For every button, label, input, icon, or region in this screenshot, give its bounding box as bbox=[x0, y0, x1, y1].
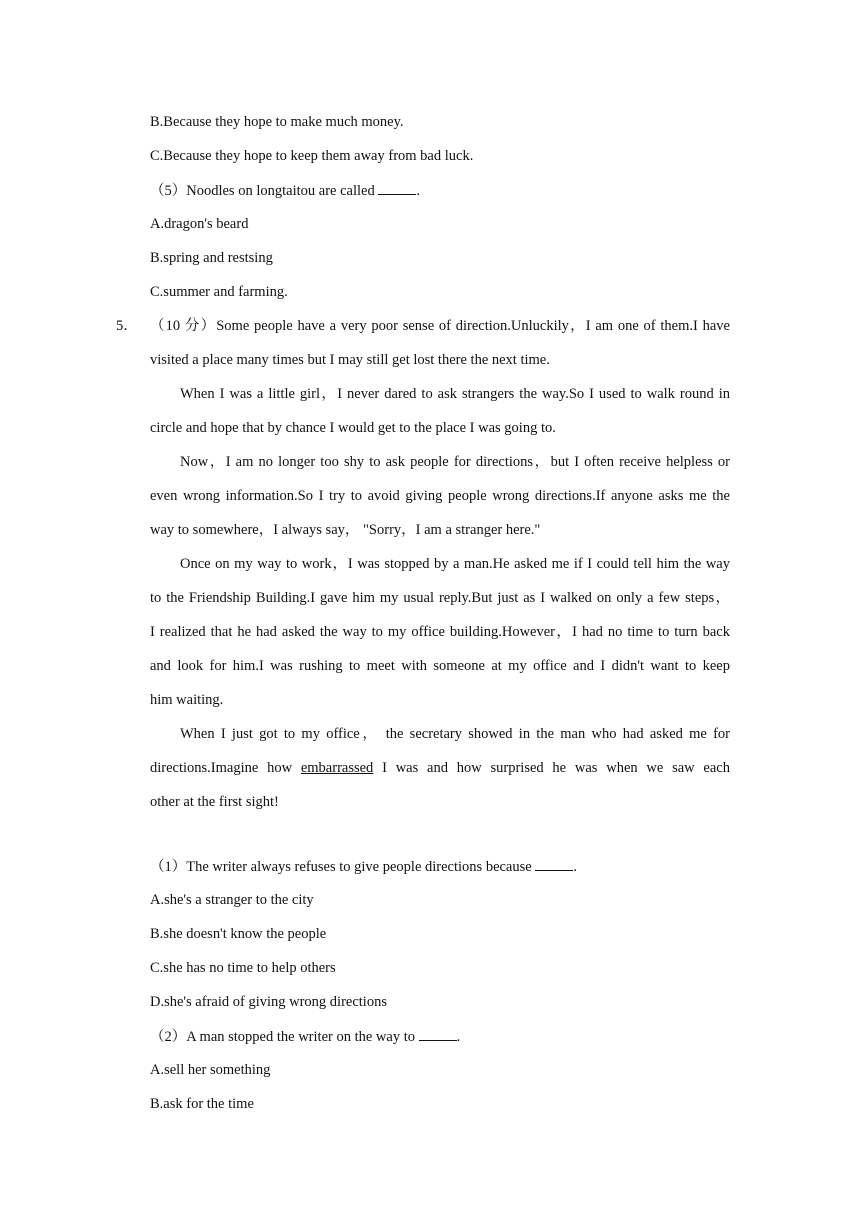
passage-line: （10 分）Some people have a very poor sense of direction.Unluckily，I am one of them.I have bbox=[150, 318, 730, 334]
option-line: C.Because they hope to keep them away from bad luck. bbox=[150, 148, 474, 164]
question-stem: （2）A man stopped the writer on the way to . bbox=[150, 1026, 460, 1047]
passage-line: visited a place many times but I may still get lost there the next time. bbox=[150, 352, 550, 368]
question-number: 5． bbox=[116, 318, 138, 334]
option-line: B.Because they hope to make much money. bbox=[150, 114, 404, 130]
passage-line: even wrong information.So I try to avoid giving people wrong directions.If anyone asks me the bbox=[150, 488, 730, 504]
answer-blank bbox=[419, 1026, 457, 1041]
option-line: B.spring and restsing bbox=[150, 250, 273, 266]
passage-line: way to somewhere，I always say， "Sorry，I am a stranger here." bbox=[150, 522, 541, 538]
question-suffix: . bbox=[416, 183, 420, 199]
passage-line: Now，I am no longer too shy to ask people for directions，but I often receive helpless or bbox=[180, 454, 730, 470]
question-text: （5）Noodles on longtaitou are called bbox=[150, 183, 379, 199]
passage-line: directions.Imagine how embarrassed I was and how surprised he was when we saw each bbox=[150, 760, 730, 776]
passage-line: circle and hope that by chance I would get to the place I was going to. bbox=[150, 420, 556, 436]
question-score: （10 分） bbox=[150, 318, 217, 334]
question-text: （2）A man stopped the writer on the way to bbox=[150, 1029, 419, 1045]
passage-line: and look for him.I was rushing to meet with someone at my office and I didn't want to keep bbox=[150, 658, 730, 674]
option-line: D.she's afraid of giving wrong directions bbox=[150, 994, 387, 1010]
question-text: （1）The writer always refuses to give people directions because bbox=[150, 859, 536, 875]
passage-line: I realized that he had asked the way to my office building.However，I had no time to turn back bbox=[150, 624, 730, 640]
answer-blank bbox=[378, 180, 416, 195]
option-line: A.sell her something bbox=[150, 1062, 271, 1078]
passage-line: Once on my way to work，I was stopped by a man.He asked me if I could tell him the way bbox=[180, 556, 730, 572]
question-stem bbox=[150, 180, 420, 201]
underlined-word: embarrassed bbox=[300, 760, 374, 776]
option-line: A.she's a stranger to the city bbox=[150, 892, 314, 908]
question-stem: （1）The writer always refuses to give people directions because . bbox=[150, 856, 577, 877]
option-line: A.dragon's beard bbox=[150, 216, 249, 232]
option-line: B.ask for the time bbox=[150, 1096, 254, 1112]
passage-line: him waiting. bbox=[150, 692, 224, 708]
passage-line: When I was a little girl，I never dared to ask strangers the way.So I used to walk round in bbox=[180, 386, 730, 402]
option-line: C.she has no time to help others bbox=[150, 960, 336, 976]
option-line: C.summer and farming. bbox=[150, 284, 288, 300]
passage-line: to the Friendship Building.I gave him my usual reply.But just as I walked on only a few steps， bbox=[150, 590, 730, 606]
answer-blank bbox=[535, 856, 573, 871]
passage-line: When I just got to my office， the secretary showed in the man who had asked me for bbox=[180, 726, 730, 742]
option-line: B.she doesn't know the people bbox=[150, 926, 327, 942]
passage-line: other at the first sight! bbox=[150, 794, 279, 810]
